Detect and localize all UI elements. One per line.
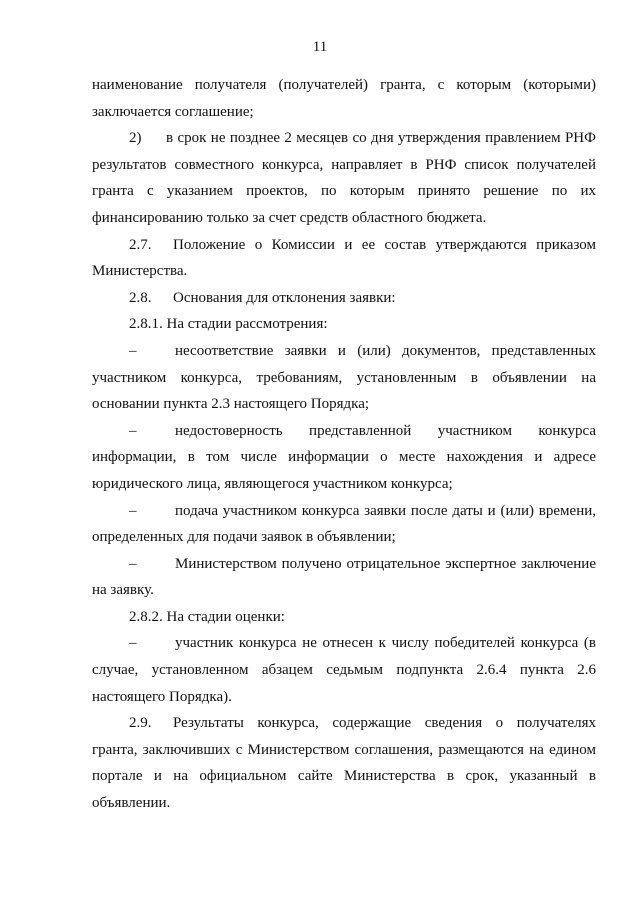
paragraph-text: Основания для отклонения заявки: xyxy=(173,289,396,306)
list-item xyxy=(92,498,596,551)
page-number: 11 xyxy=(312,39,328,55)
paragraph-2-8-1: 2.8.1. На стадии рассмотрения: xyxy=(129,316,328,333)
list-item-text: Министерством получено отрицательное экспертное заключение на заявку. xyxy=(92,555,596,599)
list-item xyxy=(92,551,596,604)
list-marker: 2) xyxy=(129,130,142,147)
list-item-text: участник конкурса не отнесен к числу победителей конкурса (в случае, установленном абзацем седьмым подпункта 2.6.4 пункта 2.6 настоящего Порядка). xyxy=(92,635,596,705)
paragraph-2-8 xyxy=(92,285,596,312)
list-item xyxy=(92,338,596,418)
list-item-text: несоответствие заявки и (или) документов, представленных участником конкурса, требованиям, установленным в объявлении на основании пункта 2.3 настоящего Порядка; xyxy=(92,342,596,413)
section-number: 2.8. xyxy=(129,289,152,306)
paragraph-2-8-2: 2.8.2. На стадии оценки: xyxy=(129,608,285,625)
paragraph-item-2 xyxy=(92,125,596,231)
list-item xyxy=(92,630,596,710)
document-body xyxy=(92,72,596,817)
dash-marker: – xyxy=(129,555,137,572)
paragraph-text: Положение о Комиссии и ее состав утверждаются приказом Министерства. xyxy=(92,236,596,280)
paragraph-recipient-name: наименование получателя (получателей) гранта, с которым (которыми) заключается соглашение; xyxy=(92,77,596,120)
paragraph-2-7 xyxy=(92,232,596,285)
dash-marker: – xyxy=(129,422,137,439)
paragraph-2-9 xyxy=(92,710,596,816)
dash-marker: – xyxy=(129,342,137,359)
dash-marker: – xyxy=(129,635,137,652)
paragraph-text: Результаты конкурса, содержащие сведения о получателях гранта, заключивших с Министерством соглашения, размещаются на едином портале и на официальном сайте Министерства в срок, указанный в объявлении. xyxy=(92,715,596,812)
dash-marker: – xyxy=(129,502,137,519)
paragraph-text: в срок не позднее 2 месяцев со дня утверждения правлением РНФ результатов совместного конкурса, направляет в РНФ список получателей гранта с указанием проектов, по которым принято решение по их финансированию только за счет средств областного бюджета. xyxy=(92,130,596,226)
list-item xyxy=(92,418,596,498)
section-number: 2.7. xyxy=(129,236,152,253)
section-number: 2.9. xyxy=(129,715,152,732)
list-item-text: подача участником конкурса заявки после даты и (или) времени, определенных для подачи заявок в объявлении; xyxy=(92,502,596,546)
list-item-text: недостоверность представленной участником конкурса информации, в том числе информации о месте нахождения и адресе юридического лица, являющегося участником конкурса; xyxy=(92,422,596,492)
